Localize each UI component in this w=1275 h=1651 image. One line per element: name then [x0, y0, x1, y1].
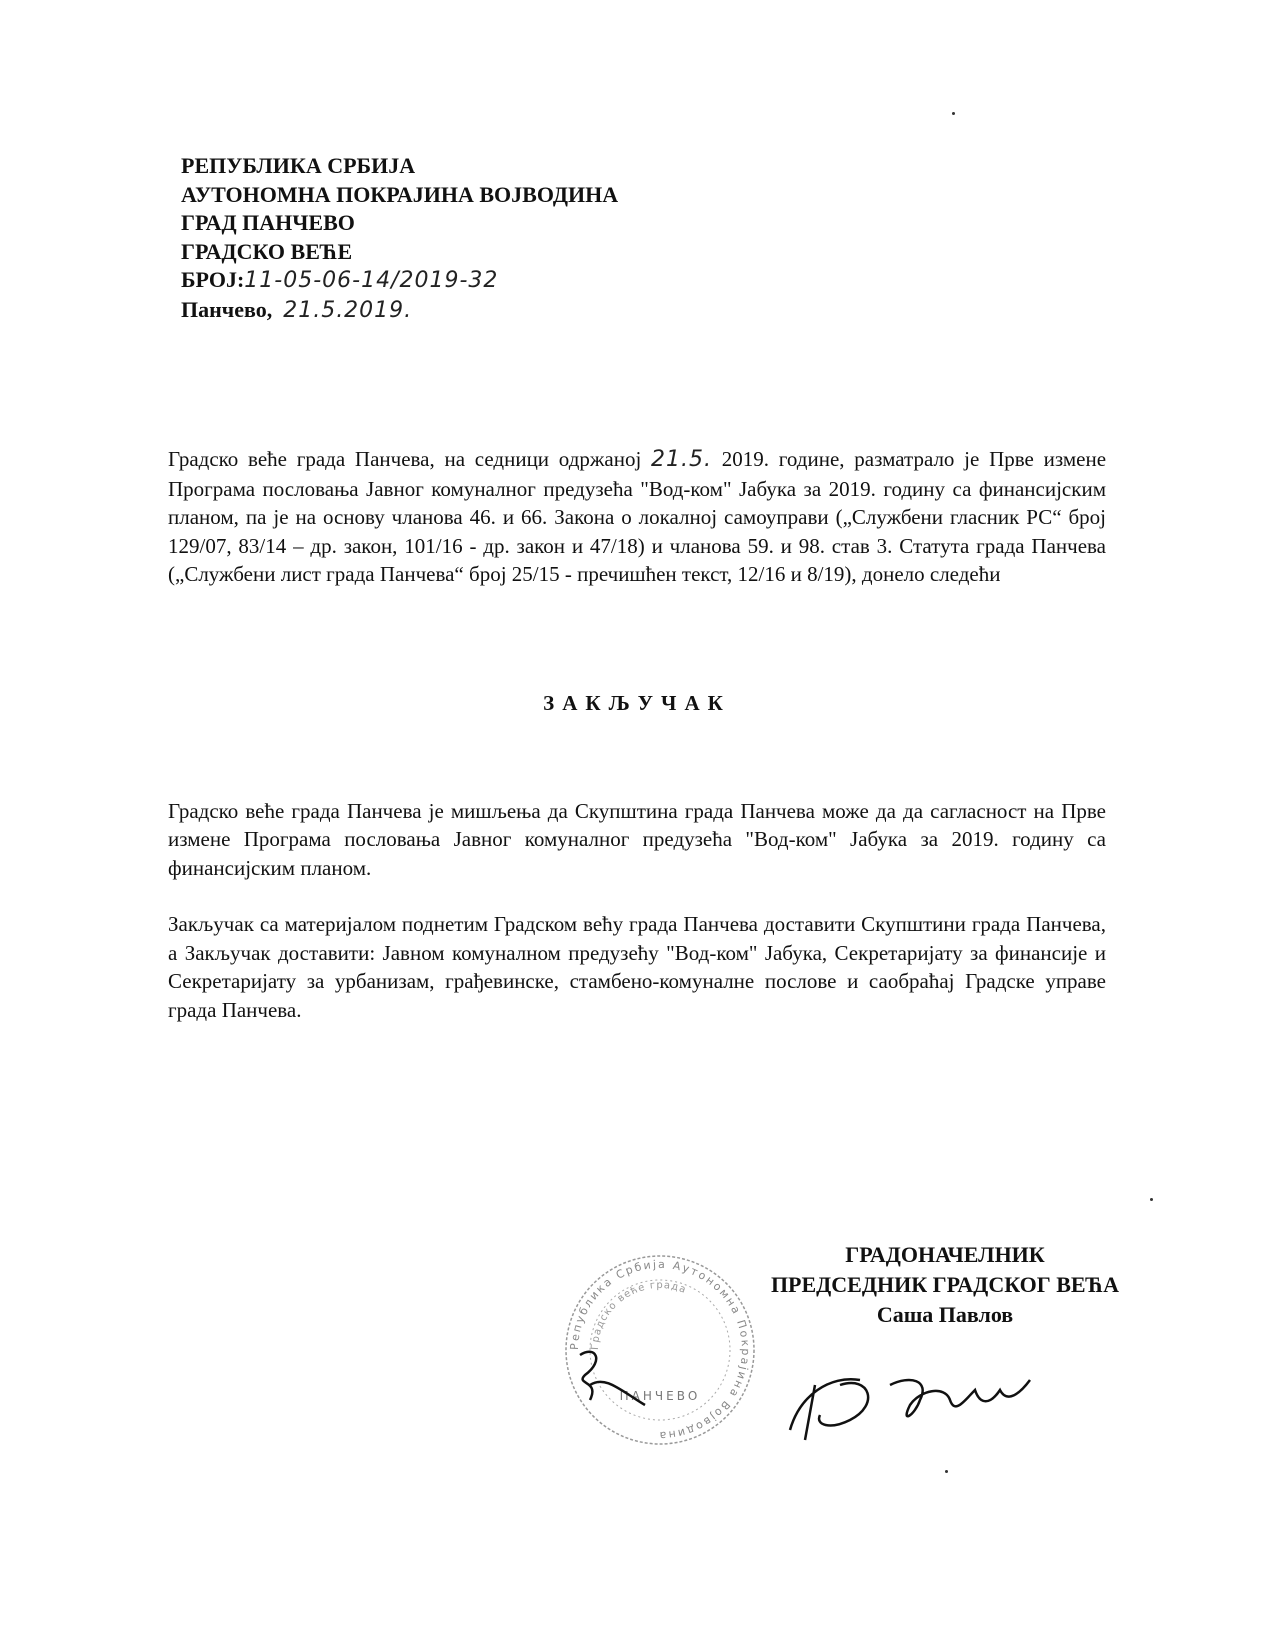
- delivery-paragraph: Закључак са материјалом поднетим Градском већу града Панчева доставити Скупштини града Панчева, а Закључак доставити: Јавном комуналном предузећу "Вод-ком" Јабука, Секретаријату за финансије и Секретаријату за урбанизам, грађевинске, стамбено-комуналне послове и саобраћај Градске управе града Панчева.: [168, 912, 1106, 1022]
- scan-speck: [945, 1470, 948, 1473]
- number-label: БРОЈ:: [181, 267, 245, 292]
- document-header: [181, 152, 618, 325]
- handwritten-signature: [560, 1345, 1120, 1455]
- handwritten-number: 11-05-06-14/2019-32: [244, 268, 499, 293]
- header-number: [181, 266, 618, 296]
- scan-speck: [952, 112, 955, 115]
- signatory-title-president: ПРЕДСЕДНИК ГРАДСКОГ ВЕЋА: [770, 1272, 1120, 1297]
- header-place-date: [181, 296, 618, 326]
- preamble-paragraph: [168, 445, 1106, 589]
- stamp-inner-text: Градско веће града: [589, 1279, 689, 1351]
- handwritten-session-date: 21.5.: [651, 447, 713, 472]
- conclusion-paragraph: Градско веће града Панчева је мишљења да Скупштина града Панчева може да да сагласност на Прве измене Програма пословања Јавног комуналног предузећа "Вод-ком" Јабука за 2019. годину са финансијским планом.: [168, 798, 1106, 880]
- signatory-name: Саша Павлов: [876, 1302, 1014, 1327]
- scan-speck: [1150, 1198, 1153, 1201]
- stamp-bottom-text: ПАНЧЕВО: [619, 1389, 701, 1403]
- stamp-outer-text: Република Србија Аутономна Покрајина Војводина: [567, 1257, 753, 1443]
- signatory-title-mayor: ГРАДОНАЧЕЛНИК: [845, 1242, 1045, 1267]
- header-republic: РЕПУБЛИКА СРБИЈА: [181, 153, 416, 178]
- handwritten-date: 21.5.2019.: [283, 297, 413, 323]
- signature-block: [770, 1240, 1120, 1330]
- preamble-before-date: Градско веће града Панчева, на седници одржаној: [168, 447, 642, 471]
- document-title: ЗАКЉУЧАК: [543, 690, 731, 715]
- preamble-after-date: 2019. године, разматрало је Прве измене Програма пословања Јавног комуналног предузећа "Вод-ком" Јабука за 2019. годину са финансијским планом, па је на основу чланова 46. и 66. Закона о локалној самоуправи („Службени гласник РС“ број 129/07, 83/14 – др. закон, 101/16 - др. закон и 47/18) и чланова 59. и 98. став 3. Статута града Панчева („Службени лист града Панчева“ број 25/15 - пречишћен текст, 12/16 и 8/19), донело следећи: [168, 447, 1107, 586]
- header-council: ГРАДСКО ВЕЋЕ: [181, 238, 353, 264]
- place-label: Панчево,: [181, 296, 273, 322]
- header-province: АУТОНОМНА ПОКРАЈИНА ВОЈВОДИНА: [181, 181, 619, 207]
- header-city: ГРАД ПАНЧЕВО: [181, 210, 355, 235]
- document-body: [168, 445, 1106, 1024]
